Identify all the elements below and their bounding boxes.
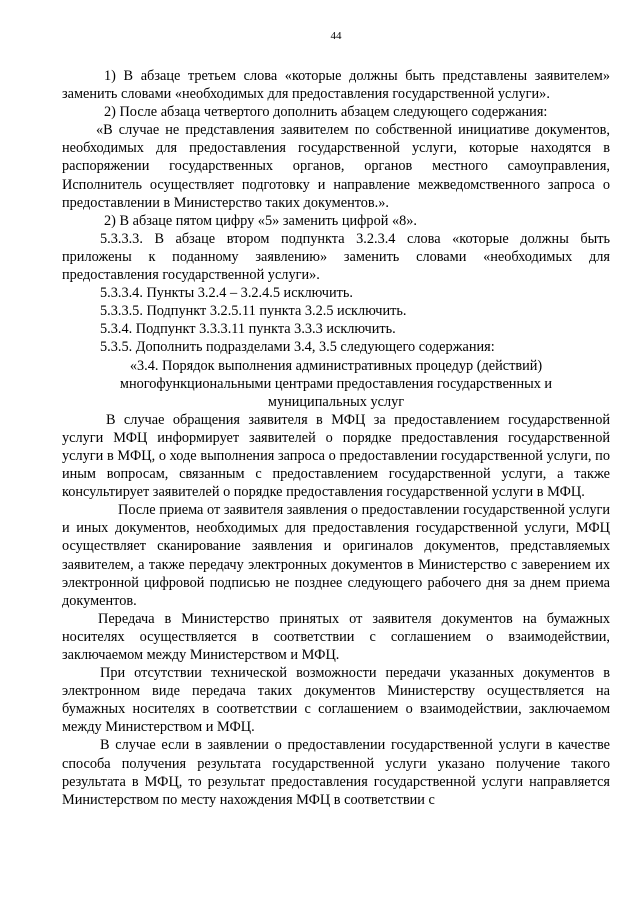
paragraph-no-technical-possibility: При отсутствии технической возможности передачи указанных документов в электронном виде передача таких документов Министерству осуществляется на бумажных носителях в соответствии с соглашением о взаимодействии, заключаемом между Министерством и МФЦ. [62, 665, 610, 736]
paragraph-5-3-3-4: 5.3.3.4. Пункты 3.2.4 – 3.2.4.5 исключить. [100, 285, 353, 302]
paragraph-mfc-informing: В случае обращения заявителя в МФЦ за предоставлением государственной услуги МФЦ информирует заявителей о порядке предоставления государственной услуги в МФЦ, о ходе выполнения запроса о предоставлении государственной услуги, по иным вопросам, связанным с предоставлением государственной услуги, а также консультирует заявителей о порядке предоставления государственной услуги в МФЦ. [62, 411, 610, 501]
paragraph-result-in-mfc: В случае если в заявлении о предоставлении государственной услуги в качестве способа получения результата государственной услуги указано получение такого результата в МФЦ, то результат предоставления государственной услуги направляется Министерством по месту нахождения МФЦ в соответствии с [62, 737, 610, 808]
paragraph-5-3-3-3: 5.3.3.3. В абзаце втором подпункта 3.2.3.4 слова «которые должны быть приложены к поданному заявлению» заменить словами «необходимых для предоставления государственной услуги». [62, 230, 610, 284]
paragraph-5-3-4: 5.3.4. Подпункт 3.3.3.11 пункта 3.3.3 исключить. [100, 321, 396, 338]
paragraph-replace-digit: 2) В абзаце пятом цифру «5» заменить цифрой «8». [104, 212, 417, 229]
page-number: 44 [330, 30, 342, 42]
paragraph-5-3-3-5: 5.3.3.5. Подпункт 3.2.5.11 пункта 3.2.5 исключить. [100, 303, 407, 320]
paragraph-mfc-document-scan: После приема от заявителя заявления о предоставлении государственной услуги и иных документов, необходимых для предоставления государственной услуги, МФЦ осуществляет сканирование заявления и оригиналов документов, представляемых заявителем, а также передачу электронных документов в Министерство с заверением их электронной цифровой подписью не позднее следующего рабочего дня за днем приема документов. [62, 502, 610, 609]
paragraph-quoted-insertion: «В случае не представления заявителем по собственной инициативе документов, необходимых для предоставления государственной услуги, которые находятся в распоряжении государственных органов, органов местного самоуправления, Исполнитель осуществляет подготовку и направление межведомственного запроса о предоставлении в Министерство таких документов.». [62, 122, 610, 211]
document-body [62, 67, 610, 809]
paragraph-add-after-fourth: 2) После абзаца четвертого дополнить абзацем следующего содержания: [104, 104, 548, 121]
section-title-3-4: «3.4. Порядок выполнения административных процедур (действий) многофункциональными центрами предоставления государственных и муниципальных услуг [119, 357, 553, 410]
paragraph-paper-transfer: Передача в Министерство принятых от заявителя документов на бумажных носителях осуществляется в соответствии с соглашением о взаимодействии, заключаемом между Министерством и МФЦ. [62, 610, 610, 663]
paragraph-5-3-5: 5.3.5. Дополнить подразделами 3.4, 3.5 следующего содержания: [100, 339, 495, 356]
document-page [62, 29, 610, 899]
paragraph-replace-words: 1) В абзаце третьем слова «которые должны быть представлены заявителем» заменить словами «необходимых для предоставления государственной услуги». [62, 68, 610, 103]
